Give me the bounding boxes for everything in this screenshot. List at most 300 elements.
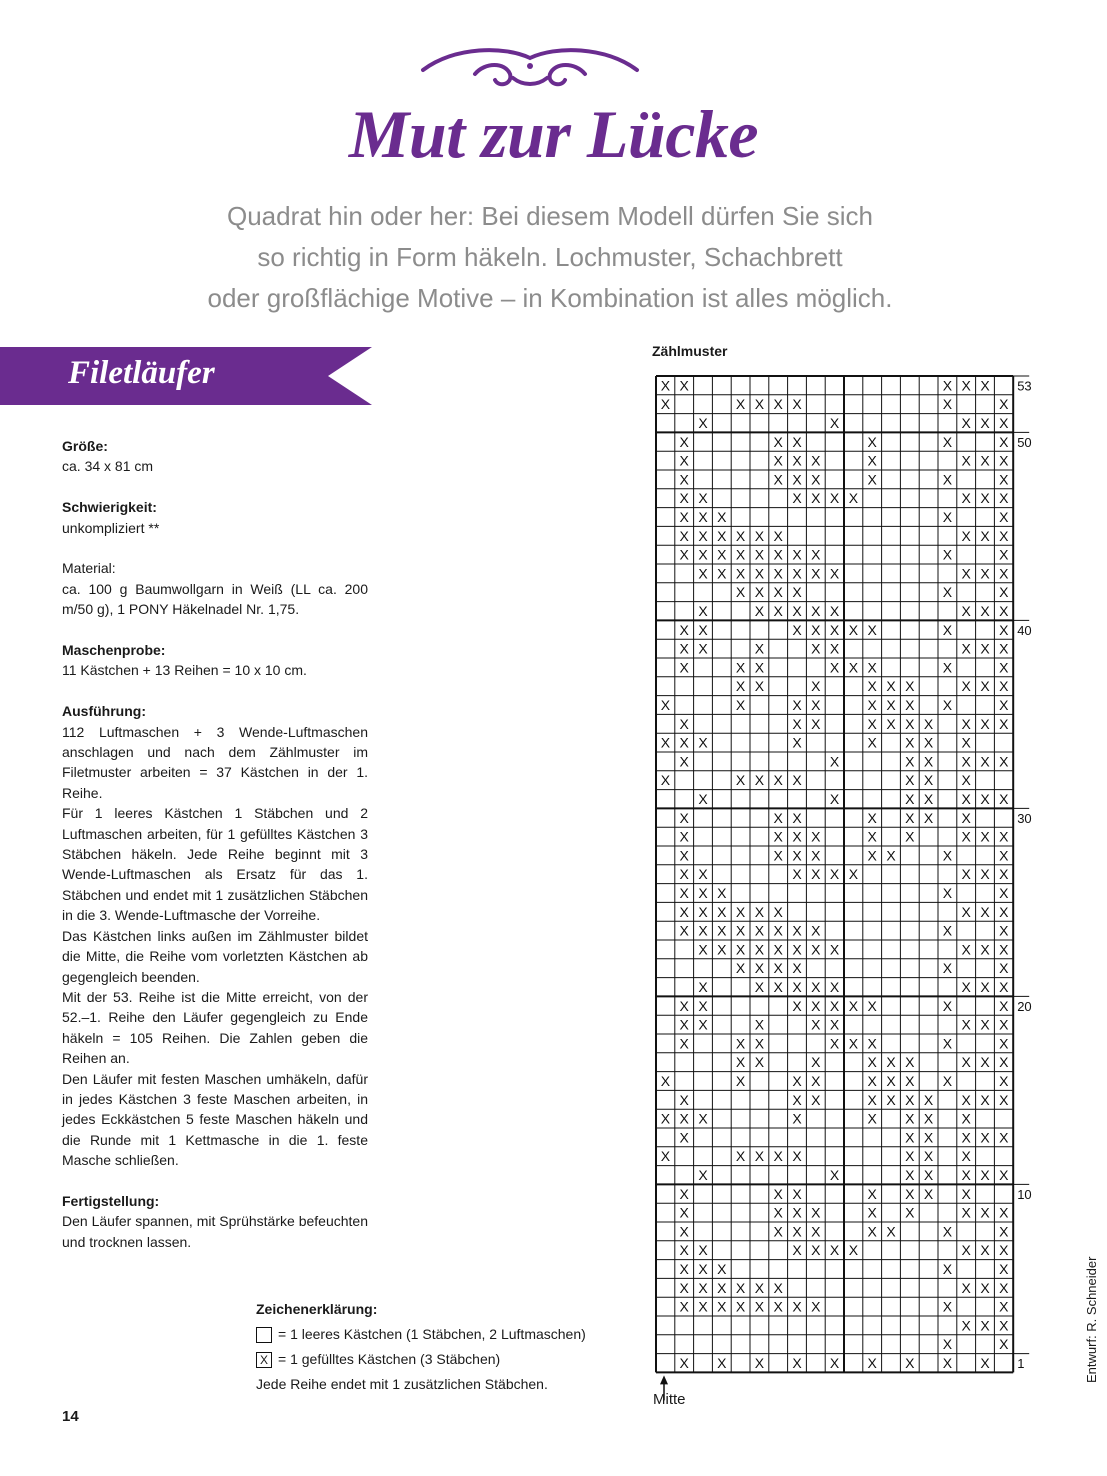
filled-cell: X bbox=[999, 584, 1009, 601]
filled-cell: X bbox=[773, 1298, 783, 1315]
filled-cell: X bbox=[754, 979, 765, 995]
filled-cell: X bbox=[867, 471, 877, 488]
filled-cell: X bbox=[961, 791, 971, 807]
material-label: Material: bbox=[62, 560, 116, 577]
filled-cell: X bbox=[792, 1148, 802, 1165]
material-value: ca. 100 g Baumwollgarn in Weiß (LL ca. 200 m/50 g), 1 PONY Häkelnadel Nr. 1,75. bbox=[62, 580, 368, 618]
size-label: Größe: bbox=[62, 438, 108, 454]
filled-cell: X bbox=[886, 1091, 896, 1108]
filled-cell: X bbox=[660, 1073, 671, 1089]
filled-cell: X bbox=[679, 452, 689, 469]
filled-cell: X bbox=[811, 1242, 821, 1259]
filled-cell: X bbox=[735, 1073, 746, 1089]
filled-cell: X bbox=[980, 527, 990, 544]
filled-cell: X bbox=[923, 715, 934, 732]
row-label: 50 bbox=[1017, 434, 1032, 450]
filled-cell: X bbox=[905, 1091, 915, 1108]
filled-cell: X bbox=[754, 1054, 765, 1071]
filled-cell: X bbox=[829, 997, 840, 1014]
filled-cell: X bbox=[679, 753, 689, 770]
filled-cell: X bbox=[735, 772, 746, 789]
gauge-value: 11 Kästchen + 13 Reihen = 10 x 10 cm. bbox=[62, 662, 307, 679]
filled-cell: X bbox=[942, 847, 953, 864]
filled-cell: X bbox=[867, 1185, 877, 1202]
row-label: 1 bbox=[1017, 1356, 1025, 1371]
filled-cell: X bbox=[773, 433, 783, 450]
filled-cell: X bbox=[660, 734, 671, 751]
filled-cell: X bbox=[980, 1279, 990, 1296]
filled-cell: X bbox=[980, 1091, 990, 1108]
row-label: 30 bbox=[1017, 810, 1032, 826]
filled-cell: X bbox=[811, 565, 821, 582]
filled-cell: X bbox=[961, 809, 971, 826]
filled-cell: X bbox=[923, 772, 934, 789]
filled-cell: X bbox=[999, 847, 1009, 864]
filled-cell: X bbox=[792, 941, 802, 958]
filled-cell: X bbox=[792, 1091, 802, 1108]
filled-cell: X bbox=[980, 1317, 990, 1334]
filled-cell: X bbox=[679, 1279, 689, 1296]
filled-cell: X bbox=[961, 1279, 971, 1296]
filled-cell: X bbox=[811, 678, 821, 695]
difficulty-value: unkompliziert ** bbox=[62, 519, 160, 536]
filled-cell: X bbox=[773, 903, 783, 920]
legend-title: Zeichenerklärung: bbox=[256, 1301, 378, 1317]
filled-cell: X bbox=[980, 640, 990, 657]
filled-cell: X bbox=[811, 1298, 821, 1315]
filled-cell: X bbox=[999, 1204, 1009, 1221]
filled-cell: X bbox=[792, 1298, 802, 1315]
filled-cell: X bbox=[942, 1298, 953, 1315]
filled-cell: X bbox=[754, 603, 765, 619]
filled-cell: X bbox=[961, 678, 971, 695]
filled-cell: X bbox=[980, 377, 990, 394]
filled-cell: X bbox=[905, 1129, 915, 1146]
filled-cell: X bbox=[942, 1073, 953, 1089]
filled-cell: X bbox=[923, 1185, 934, 1202]
filled-cell: X bbox=[735, 659, 746, 676]
filled-cell: X bbox=[792, 433, 802, 450]
filled-cell: X bbox=[961, 452, 971, 469]
filled-cell: X bbox=[942, 1223, 953, 1240]
filled-cell: X bbox=[773, 922, 783, 939]
instructions-paragraph: Den Läufer mit festen Maschen umhäkeln, dafür in jedes Kästchen 3 feste Maschen arbeiten, in jedes Eckkästchen 5 feste Maschen häkeln und die Runde mit 1 Kettmasche in die 1. feste Masche schließen. bbox=[62, 1070, 368, 1169]
filled-cell: X bbox=[792, 603, 802, 619]
filled-cell: X bbox=[754, 678, 765, 695]
filled-cell: X bbox=[698, 603, 708, 619]
filled-cell: X bbox=[999, 396, 1009, 413]
filled-cell: X bbox=[942, 885, 953, 901]
filled-cell: X bbox=[999, 509, 1009, 525]
filled-cell: X bbox=[867, 1035, 877, 1052]
filled-cell: X bbox=[773, 546, 783, 563]
filled-cell: X bbox=[999, 1223, 1009, 1240]
filled-cell: X bbox=[999, 1317, 1009, 1334]
filled-cell: X bbox=[792, 546, 802, 563]
filled-cell: X bbox=[698, 941, 708, 958]
filled-cell: X bbox=[698, 903, 708, 920]
filled-cell: X bbox=[811, 828, 821, 845]
filled-cell: X bbox=[999, 828, 1009, 845]
filled-cell: X bbox=[867, 659, 877, 676]
filled-cell: X bbox=[792, 828, 802, 845]
filled-cell: X bbox=[754, 1298, 765, 1315]
filled-cell: X bbox=[999, 640, 1009, 657]
filled-cell: X bbox=[980, 941, 990, 958]
filled-cell: X bbox=[811, 1016, 821, 1033]
filled-cell: X bbox=[717, 509, 727, 525]
instructions-column bbox=[62, 436, 368, 1273]
filled-cell: X bbox=[754, 1016, 765, 1033]
filled-cell: X bbox=[829, 1355, 840, 1371]
filled-cell: X bbox=[999, 433, 1009, 450]
filled-cell: X bbox=[679, 885, 689, 901]
filled-cell: X bbox=[999, 791, 1009, 807]
filled-cell: X bbox=[679, 659, 689, 676]
filled-cell: X bbox=[717, 1355, 727, 1371]
filled-cell: X bbox=[905, 772, 915, 789]
filled-cell: X bbox=[679, 1298, 689, 1315]
filled-cell: X bbox=[942, 584, 953, 601]
filled-cell: X bbox=[698, 1279, 708, 1296]
filled-cell: X bbox=[942, 509, 953, 525]
filled-cell: X bbox=[829, 1035, 840, 1052]
filled-cell: X bbox=[679, 1185, 689, 1202]
filled-cell: X bbox=[698, 1298, 708, 1315]
filled-cell: X bbox=[999, 471, 1009, 488]
filled-cell: X bbox=[999, 753, 1009, 770]
row-label: 10 bbox=[1017, 1186, 1032, 1202]
filled-cell: X bbox=[829, 621, 840, 638]
filled-cell: X bbox=[698, 791, 708, 807]
filled-cell: X bbox=[942, 697, 953, 713]
filled-cell: X bbox=[698, 1242, 708, 1259]
filled-cell: X bbox=[942, 1336, 953, 1353]
filled-cell: X bbox=[698, 490, 708, 507]
filled-cell: X bbox=[660, 396, 671, 413]
filled-cell: X bbox=[679, 1091, 689, 1108]
filled-cell: X bbox=[660, 1148, 671, 1165]
filled-cell: X bbox=[792, 1073, 802, 1089]
filled-cell: X bbox=[905, 1167, 915, 1183]
filled-cell: X bbox=[999, 1016, 1009, 1033]
filled-cell: X bbox=[961, 1185, 971, 1202]
filled-cell: X bbox=[886, 715, 896, 732]
filled-cell: X bbox=[679, 1204, 689, 1221]
filled-cell: X bbox=[735, 1148, 746, 1165]
filled-cell: X bbox=[999, 1279, 1009, 1296]
filled-cell: X bbox=[754, 1035, 765, 1052]
filled-cell: X bbox=[679, 1016, 689, 1033]
filled-cell: X bbox=[698, 997, 708, 1014]
filled-cell: X bbox=[980, 866, 990, 883]
filled-cell: X bbox=[848, 866, 859, 883]
filled-cell: X bbox=[867, 1110, 877, 1127]
center-arrowhead bbox=[660, 1375, 668, 1384]
filled-cell: X bbox=[829, 941, 840, 958]
finishing-value: Den Läufer spannen, mit Sprühstärke befeuchten und trocknen lassen. bbox=[62, 1213, 368, 1250]
filled-cell: X bbox=[905, 828, 915, 845]
filled-cell: X bbox=[848, 997, 859, 1014]
filled-cell: X bbox=[679, 828, 689, 845]
filled-cell: X bbox=[961, 1016, 971, 1033]
filled-cell: X bbox=[961, 1148, 971, 1165]
filled-cell: X bbox=[792, 997, 802, 1014]
filled-cell: X bbox=[811, 640, 821, 657]
filled-cell: X bbox=[717, 546, 727, 563]
filled-cell: X bbox=[792, 772, 802, 789]
filled-cell: X bbox=[792, 847, 802, 864]
filled-cell: X bbox=[999, 1073, 1009, 1089]
filled-cell: X bbox=[980, 979, 990, 995]
filled-cell: X bbox=[679, 1110, 689, 1127]
filled-cell: X bbox=[829, 979, 840, 995]
filled-cell: X bbox=[961, 828, 971, 845]
filled-cell: X bbox=[905, 715, 915, 732]
filled-cell: X bbox=[980, 715, 990, 732]
filled-cell: X bbox=[679, 640, 689, 657]
filled-cell: X bbox=[811, 847, 821, 864]
filled-cell: X bbox=[698, 640, 708, 657]
filled-cell: X bbox=[999, 621, 1009, 638]
filled-cell: X bbox=[735, 697, 746, 713]
filled-cell: X bbox=[980, 490, 990, 507]
filled-cell: X bbox=[942, 1035, 953, 1052]
filled-cell: X bbox=[999, 527, 1009, 544]
filled-cell: X bbox=[679, 997, 689, 1014]
filled-cell: X bbox=[811, 941, 821, 958]
filled-cell: X bbox=[923, 753, 934, 770]
filled-cell: X bbox=[999, 715, 1009, 732]
filled-cell: X bbox=[773, 772, 783, 789]
filled-cell: X bbox=[717, 1279, 727, 1296]
filled-cell: X bbox=[811, 471, 821, 488]
filled-cell: X bbox=[961, 1242, 971, 1259]
filled-cell: X bbox=[829, 1016, 840, 1033]
filled-cell: X bbox=[961, 1091, 971, 1108]
filled-cell: X bbox=[961, 1317, 971, 1334]
filled-cell: X bbox=[999, 997, 1009, 1014]
filled-cell: X bbox=[754, 922, 765, 939]
filled-cell: X bbox=[905, 678, 915, 695]
filled-cell: X bbox=[698, 1110, 708, 1127]
filled-cell: X bbox=[829, 640, 840, 657]
filled-cell: X bbox=[829, 415, 840, 431]
filled-cell: X bbox=[942, 960, 953, 977]
filled-cell: X bbox=[679, 903, 689, 920]
filled-cell: X bbox=[811, 490, 821, 507]
filled-cell: X bbox=[792, 1242, 802, 1259]
filled-cell: X bbox=[754, 584, 765, 601]
filled-cell: X bbox=[961, 734, 971, 751]
filled-cell: X bbox=[942, 471, 953, 488]
decorative-flourish bbox=[415, 44, 645, 96]
filled-cell: X bbox=[961, 866, 971, 883]
filled-cell: X bbox=[735, 396, 746, 413]
filled-cell: X bbox=[754, 941, 765, 958]
filled-cell: X bbox=[905, 1054, 915, 1071]
filled-cell: X bbox=[942, 396, 953, 413]
filled-cell: X bbox=[999, 885, 1009, 901]
filled-cell: X bbox=[811, 1204, 821, 1221]
filled-cell: X bbox=[905, 791, 915, 807]
filled-cell: X bbox=[735, 678, 746, 695]
filled-cell: X bbox=[773, 1279, 783, 1296]
filled-cell: X bbox=[867, 452, 877, 469]
filled-cell: X bbox=[679, 621, 689, 638]
filled-cell: X bbox=[942, 659, 953, 676]
filled-cell: X bbox=[999, 546, 1009, 563]
filled-cell: X bbox=[792, 715, 802, 732]
filled-cell: X bbox=[999, 941, 1009, 958]
filled-cell: X bbox=[698, 885, 708, 901]
filled-cell: X bbox=[698, 621, 708, 638]
filled-cell: X bbox=[811, 603, 821, 619]
filled-cell: X bbox=[999, 697, 1009, 713]
filled-cell: X bbox=[999, 903, 1009, 920]
filled-cell: X bbox=[999, 1242, 1009, 1259]
filled-cell: X bbox=[792, 490, 802, 507]
filled-cell: X bbox=[980, 678, 990, 695]
difficulty-label: Schwierigkeit: bbox=[62, 499, 157, 516]
filled-cell: X bbox=[754, 1148, 765, 1165]
filled-cell: X bbox=[811, 697, 821, 713]
filled-cell: X bbox=[698, 415, 708, 431]
filled-cell: X bbox=[773, 1148, 783, 1165]
filled-cell: X bbox=[679, 847, 689, 864]
filled-cell: X bbox=[980, 828, 990, 845]
filled-cell: X bbox=[829, 791, 840, 807]
filled-cell: X bbox=[848, 1035, 859, 1052]
filled-cell: X bbox=[792, 1185, 802, 1202]
filled-cell: X bbox=[735, 1054, 746, 1071]
filled-cell: X bbox=[735, 565, 746, 582]
intro-line: so richtig in Form häkeln. Lochmuster, Schachbrett bbox=[257, 242, 843, 272]
filled-cell: X bbox=[679, 715, 689, 732]
filled-cell: X bbox=[773, 603, 783, 619]
filled-cell: X bbox=[792, 565, 802, 582]
filled-cell: X bbox=[999, 1054, 1009, 1071]
filled-cell: X bbox=[679, 922, 689, 939]
filled-cell: X bbox=[980, 1355, 990, 1371]
filled-cell: X bbox=[867, 697, 877, 713]
filled-cell: X bbox=[999, 979, 1009, 995]
filled-cell: X bbox=[829, 565, 840, 582]
filled-cell: X bbox=[886, 1223, 896, 1240]
filled-cell: X bbox=[923, 734, 934, 751]
filled-cell: X bbox=[999, 1129, 1009, 1146]
filled-cell: X bbox=[867, 1223, 877, 1240]
filled-cell: X bbox=[961, 753, 971, 770]
filled-cell: X bbox=[829, 753, 840, 770]
filled-cell: X bbox=[999, 490, 1009, 507]
filled-cell: X bbox=[679, 734, 689, 751]
filled-cell: X bbox=[811, 1073, 821, 1089]
filled-cell: X bbox=[867, 734, 877, 751]
filled-cell: X bbox=[698, 866, 708, 883]
filled-cell: X bbox=[961, 1167, 971, 1183]
filled-cell: X bbox=[773, 847, 783, 864]
filled-cell: X bbox=[679, 1242, 689, 1259]
instructions-paragraph: Mit der 53. Reihe ist die Mitte erreicht, von der 52.–1. Reihe den Läufer gegengleich zu Ende häkeln = 105 Reihen. Die Zahlen geben die Reihen an. bbox=[62, 988, 368, 1067]
filled-cell: X bbox=[811, 922, 821, 939]
design-credit: Entwurf: R. Schneider bbox=[1084, 1256, 1099, 1383]
filled-cell: X bbox=[867, 847, 877, 864]
section-title: Filetläufer bbox=[68, 355, 215, 391]
filled-cell: X bbox=[792, 866, 802, 883]
filled-cell: X bbox=[698, 546, 708, 563]
filled-cell: X bbox=[679, 1261, 689, 1277]
filled-cell: X bbox=[773, 471, 783, 488]
filled-cell: X bbox=[792, 621, 802, 638]
filled-cell: X bbox=[923, 809, 934, 826]
filled-cell: X bbox=[698, 979, 708, 995]
instructions-paragraph: Für 1 leeres Kästchen 1 Stäbchen und 2 Luftmaschen arbeiten, für 1 gefülltes Kästchen 3 Stäbchen häkeln. Jede Reihe beginnt mit 3 Wende-Luftmaschen als Ersatz für das 1. Stäbchen und endet mit 1 zusätzlichen Stäbchen in die 3. Wende-Luftmasche der Vorreihe. bbox=[62, 805, 368, 924]
filled-cell: X bbox=[905, 753, 915, 770]
filled-cell: X bbox=[660, 1110, 671, 1127]
filled-cell: X bbox=[811, 997, 821, 1014]
filled-cell: X bbox=[811, 1091, 821, 1108]
filled-cell: X bbox=[679, 546, 689, 563]
filled-cell: X bbox=[735, 546, 746, 563]
filled-cell: X bbox=[999, 960, 1009, 977]
filled-cell: X bbox=[980, 565, 990, 582]
filled-cell: X bbox=[999, 1298, 1009, 1315]
filled-cell: X bbox=[980, 1129, 990, 1146]
filled-cell: X bbox=[773, 828, 783, 845]
filled-cell: X bbox=[735, 941, 746, 958]
filled-cell: X bbox=[735, 903, 746, 920]
filled-cell: X bbox=[698, 1261, 708, 1277]
filled-cell: X bbox=[905, 1073, 915, 1089]
filled-cell: X bbox=[961, 640, 971, 657]
filled-cell: X bbox=[905, 1355, 915, 1371]
filled-cell: X bbox=[773, 396, 783, 413]
filled-cell: X bbox=[867, 809, 877, 826]
filled-cell: X bbox=[923, 1167, 934, 1183]
filled-cell: X bbox=[999, 415, 1009, 431]
intro-text bbox=[80, 196, 1020, 319]
filled-cell: X bbox=[923, 1110, 934, 1127]
filled-cell: X bbox=[829, 490, 840, 507]
filled-cell: X bbox=[999, 678, 1009, 695]
filled-cell: X bbox=[961, 772, 971, 789]
filled-cell: X bbox=[829, 659, 840, 676]
filled-cell: X bbox=[698, 1016, 708, 1033]
filled-cell: X bbox=[867, 1355, 877, 1371]
stitch-chart bbox=[640, 370, 1060, 1420]
filled-cell: X bbox=[961, 490, 971, 507]
size-value: ca. 34 x 81 cm bbox=[62, 458, 154, 475]
filled-cell: X bbox=[698, 509, 708, 525]
filled-cell: X bbox=[679, 433, 689, 450]
legend bbox=[256, 1297, 586, 1397]
filled-cell: X bbox=[867, 678, 877, 695]
filled-cell: X bbox=[961, 1129, 971, 1146]
filled-cell: X bbox=[679, 1223, 689, 1240]
filled-cell: X bbox=[698, 527, 708, 544]
filled-cell: X bbox=[679, 471, 689, 488]
filled-cell: X bbox=[886, 697, 896, 713]
filled-cell: X bbox=[792, 584, 802, 601]
filled-cell: X bbox=[961, 715, 971, 732]
filled-cell: X bbox=[942, 546, 953, 563]
filled-cell: X bbox=[829, 1242, 840, 1259]
filled-cell: X bbox=[792, 396, 802, 413]
filled-cell: X bbox=[942, 1355, 953, 1371]
filled-cell: X bbox=[754, 640, 765, 657]
filled-cell: X bbox=[923, 1091, 934, 1108]
